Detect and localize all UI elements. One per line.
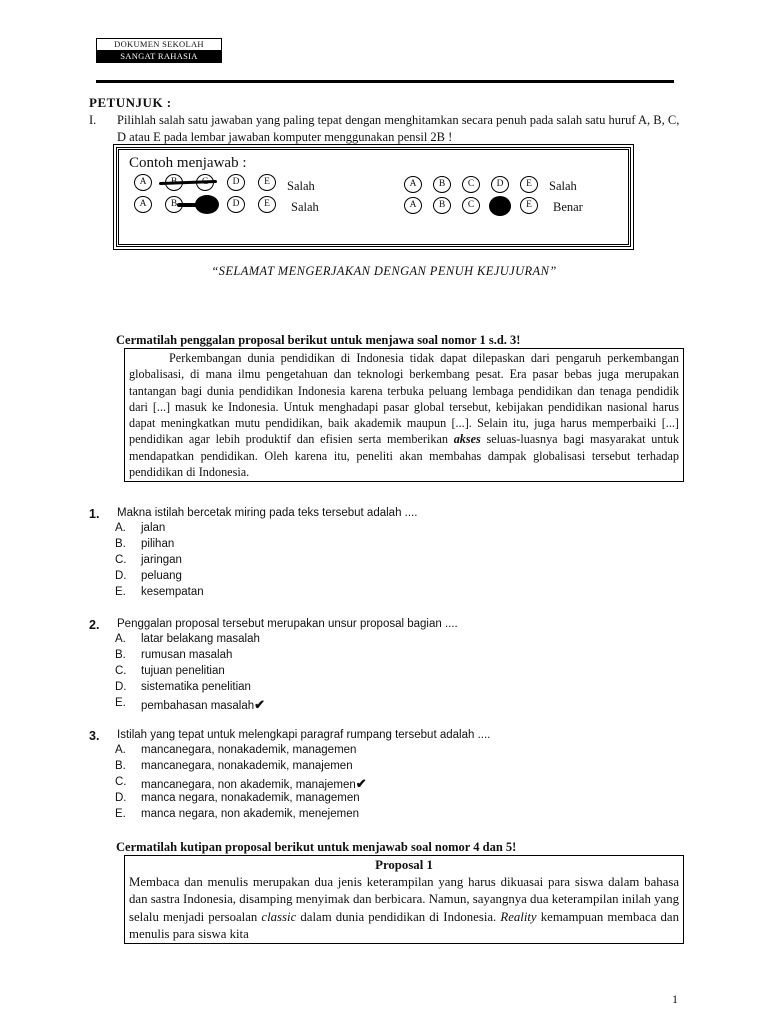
bubble-a: A [404,176,422,193]
document-label-line1: DOKUMEN SEKOLAH [97,39,221,51]
option-text: pembahasan masalah [141,700,255,712]
passage-italic-term: akses [453,432,481,447]
question-number: 1. [89,507,100,521]
bubble-b: B [433,197,451,214]
bubble-d: D [227,174,245,191]
question-text: Penggalan proposal tersebut merupakan unsur proposal bagian .... [117,618,458,630]
option-letter: A. [115,744,126,756]
bubble-b: B [433,176,451,193]
verdict-benar: Benar [553,200,583,214]
proposal-text: dalam dunia pendidikan di Indonesia. [300,909,497,924]
option-letter: E. [115,808,126,820]
bubble-e: E [258,196,276,213]
bubble-e: E [520,197,538,214]
petunjuk-title: PETUNJUK : [89,95,172,110]
petunjuk-number: I. [89,113,97,127]
option-letter: B. [115,649,126,661]
page-number: 1 [672,992,678,1006]
bubble-a: A [134,196,152,213]
bubble-a: A [404,197,422,214]
option-text: kesempatan [141,586,204,598]
bubble-e: E [520,176,538,193]
example-answer-box [116,147,631,247]
option-text: mancanegara, non akademik, manajemen [141,779,356,791]
option-letter: B. [115,538,126,550]
question-text: Istilah yang tepat untuk melengkapi paragraf rumpang tersebut adalah .... [117,729,491,741]
filled-bubble-d [489,196,511,216]
option-text: jaringan [141,554,182,566]
example-title: Contoh menjawab : [129,155,247,171]
option-text: peluang [141,570,182,582]
option-text: sistematika penelitian [141,681,251,693]
option-text: tujuan penelitian [141,665,225,677]
proposal-text: Membaca dan menulis merupakan dua jenis keterampilan yang harus dikuasai para siswa dalam bahasa dan sastra Indonesia, disamping menyimak dan berbicara. Namun, sayangnya dua keterampilan inilah yang selalu menjadi persoalan [129,875,679,924]
option-letter: E. [115,697,126,709]
option-text [141,776,367,792]
option-letter: D. [115,681,127,693]
option-text: mancanegara, nonakademik, managemen [141,744,357,756]
option-text: rumusan masalah [141,649,233,661]
question-number: 2. [89,618,100,632]
option-letter: C. [115,554,127,566]
option-text: manca negara, non akademik, menejemen [141,808,359,820]
bubble-e: E [258,174,276,191]
document-label-line2: SANGAT RAHASIA [97,51,221,62]
proposal-italic-term: classic [261,909,297,924]
option-letter: D. [115,792,127,804]
option-text [141,697,265,713]
option-letter: A. [115,522,126,534]
proposal-title: Proposal 1 [375,858,433,872]
bubble-d: D [227,196,245,213]
motto: “SELAMAT MENGERJAKAN DENGAN PENUH KEJUJURAN” [211,264,557,278]
passage-2 [124,855,684,944]
verdict-salah-3: Salah [549,179,577,193]
question-text: Makna istilah bercetak miring pada teks tersebut adalah .... [117,507,418,519]
option-letter: C. [115,776,127,788]
filled-blob-mark [195,195,219,214]
option-text: pilihan [141,538,175,550]
proposal-text: kemampuan membaca dan menulis para siswa kita [129,909,679,941]
option-letter: E. [115,586,126,598]
bubble-b: B [165,196,183,213]
proposal-body [129,874,679,943]
option-letter: C. [115,665,127,677]
question-number: 3. [89,729,100,743]
petunjuk-instruction [89,112,681,146]
verdict-salah-1: Salah [287,179,315,193]
document-label [96,38,222,63]
passage-text: Perkembangan dunia pendidikan di Indonesia tidak dapat dilepaskan dari pengaruh perkembangan globalisasi, di mana ilmu pengetahuan dan teknologi berkembang pesat. Era pasar bebas juga merupakan tantangan bagi dunia pendidikan Indonesia karena terbuka peluang lembaga pendidikan dan tenaga pendidik dari [...] masuk ke Indonesia. Untuk menghadapi pasar global tersebut, kebijakan pendidikan nasional harus dapat meningkatkan mutu pendidikan, baik akademik maupun [...]. Selain itu, juga harus memperbaiki [...] pendidikan agar lebih produktif dan efisien serta memberikan [129,351,679,447]
section2-instruction: Cermatilah kutipan proposal berikut untuk menjawab soal nomor 4 dan 5! [116,840,517,854]
checkmark-icon: ✔ [254,697,266,712]
passage-text: seluas-luasnya bagi masyarakat untuk mendapatkan pendidikan. Oleh karena itu, peneliti akan membahas dampak globalisasi tersebut terhadap pendidikan di Indonesia. [129,432,680,480]
header-rule [96,80,674,83]
option-text: manca negara, nonakademik, managemen [141,792,360,804]
option-text: latar belakang masalah [141,633,260,645]
checkmark-icon: ✔ [355,776,367,791]
bubble-a: A [134,174,152,191]
option-text: jalan [141,522,166,534]
verdict-salah-2: Salah [291,200,319,214]
bubble-c: C [462,197,480,214]
proposal-italic-term: Reality [500,909,537,924]
option-text: mancanegara, nonakademik, manajemen [141,760,353,772]
bubble-c: C [462,176,480,193]
option-letter: B. [115,760,126,772]
section1-instruction: Cermatilah penggalan proposal berikut untuk menjawa soal nomor 1 s.d. 3! [116,333,521,347]
option-letter: D. [115,570,127,582]
bubble-d: D [491,176,509,193]
option-letter: A. [115,633,126,645]
petunjuk-text: Pilihlah salah satu jawaban yang paling tepat dengan menghitamkan secara penuh pada salah satu huruf A, B, C, D atau E pada lembar jawaban komputer menggunakan pensil 2B ! [117,113,680,144]
passage-1 [124,348,684,482]
